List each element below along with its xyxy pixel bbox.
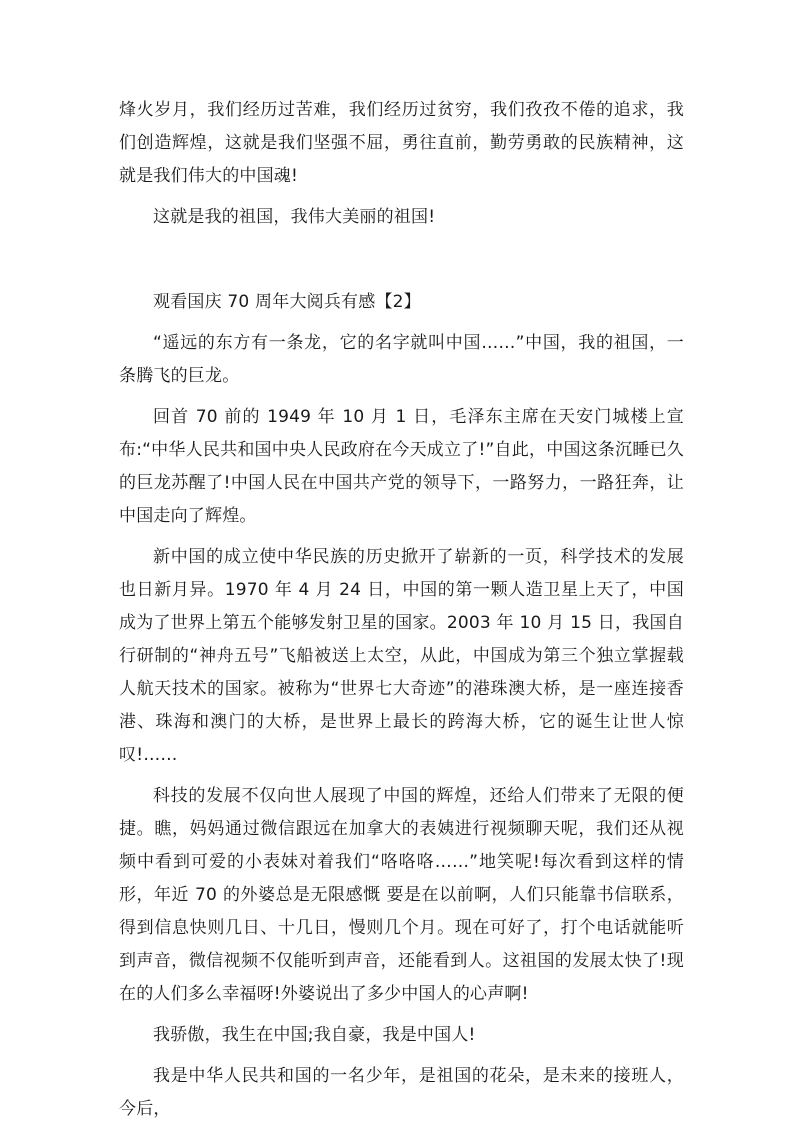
paragraph-motherland: 这就是我的祖国，我伟大美丽的祖国! [153, 207, 436, 227]
paragraph-youth: 我是中华人民共和国的一名少年，是祖国的花朵，是未来的接班人，今后， [119, 1066, 684, 1119]
paragraph-convenience: 科技的发展不仅向世人展现了中国的辉煌，还给人们带来了无限的便捷。瞧，妈妈通过微信跟远在加拿大的表姨进行视频聊天呢，我们还从视频中看到可爱的小表妹对着我们“咯咯咯……”地笑呢!每次看到这样的情形，年近 70 的外婆总是无限感慨 要是在以前啊，人们只能靠书信联系，得到信息快则几日、十几日，慢则几个月。现在可好了，打个电话就能听到声音，微信视频不仅能听到声音，还能看到人。这祖国的发展太快了!现在的人们多么幸福呀!外婆说出了多少中国人的心声啊! [119, 786, 684, 1004]
paragraph-proud: 我骄傲，我生在中国;我自豪，我是中国人! [153, 1025, 476, 1045]
paragraph-spirit: 烽火岁月，我们经历过苦难，我们经历过贫穷，我们孜孜不倦的追求，我们创造辉煌，这就是我们坚强不屈，勇往直前，勤劳勇敢的民族精神，这就是我们伟大的中国魂! [119, 100, 684, 186]
section-heading: 观看国庆 70 周年大阅兵有感【2】 [153, 292, 421, 312]
document-body [119, 94, 684, 1126]
paragraph-1949: 回首 70 前的 1949 年 10 月 1 日，毛泽东主席在天安门城楼上宣布:“中华人民共和国中央人民政府在今天成立了!”自此，中国这条沉睡已久的巨龙苏醒了!中国人民在中国共产党的领导下，一路努力，一路狂奔，让中国走向了辉煌。 [119, 407, 684, 526]
paragraph-technology: 新中国的成立使中华民族的历史掀开了崭新的一页，科学技术的发展也日新月异。1970 年 4 月 24 日，中国的第一颗人造卫星上天了，中国成为了世界上第五个能够发射卫星的国家。2003 年 10 月 15 日，我国自行研制的“神舟五号”飞船被送上太空，从此，中国成为第三个独立掌握载人航天技术的国家。被称为“世界七大奇迹”的港珠澳大桥，是一座连接香港、珠海和澳门的大桥，是世界上最长的跨海大桥，它的诞生让世人惊叹!…… [119, 547, 684, 765]
paragraph-dragon: “遥远的东方有一条龙，它的名字就叫中国……”中国，我的祖国，一条腾飞的巨龙。 [119, 333, 684, 386]
